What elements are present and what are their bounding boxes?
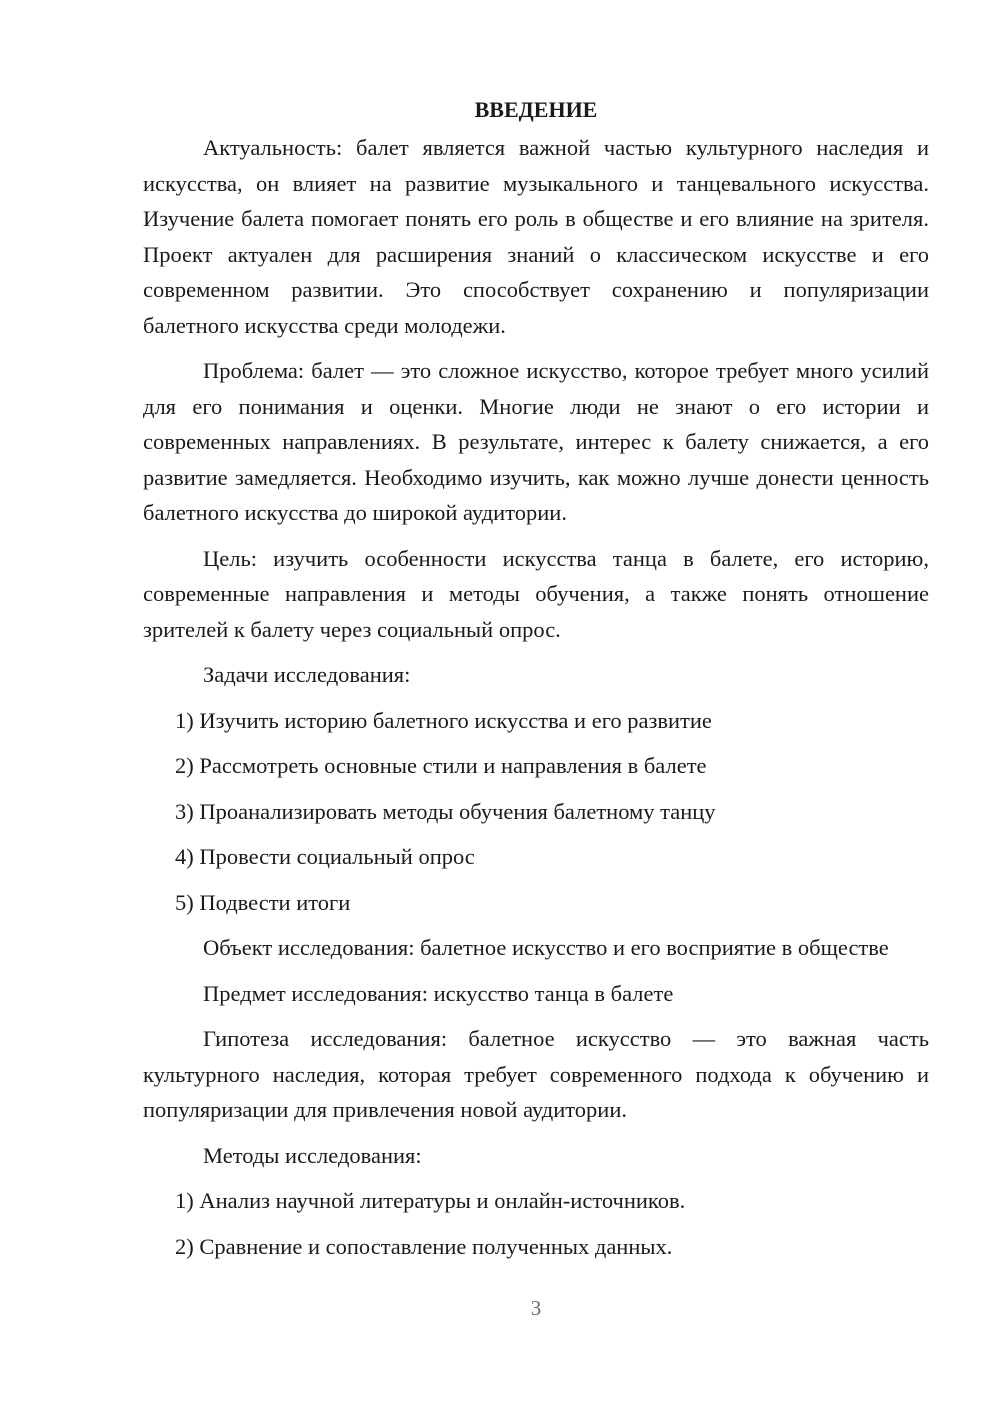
document-page [143, 92, 929, 1274]
list-item: 3) Проанализировать методы обучения балетному танцу [175, 798, 716, 824]
methods-list [143, 1183, 929, 1264]
relevance-paragraph: Актуальность: балет является важной частью культурного наследия и искусства, он влияет на развитие музыкального и танцевального искусства. Изучение балета помогает понять его роль в обществе и его влияние на зрителя. Проект актуален для расширения знаний о классическом искусстве и его современном развитии. Это способствует сохранению и популяризации балетного искусства среди молодежи. [143, 135, 929, 338]
page-number: 3 [530, 1296, 542, 1320]
list-item: 1) Изучить историю балетного искусства и его развитие [175, 707, 712, 733]
tasks-list [143, 703, 929, 921]
list-item: 5) Подвести итоги [175, 889, 351, 915]
goal-paragraph: Цель: изучить особенности искусства танца в балете, его историю, современные направления и методы обучения, а также понять отношение зрителей к балету через социальный опрос. [143, 545, 929, 642]
list-item: 2) Рассмотреть основные стили и направления в балете [175, 753, 707, 778]
methods-heading: Методы исследования: [203, 1142, 422, 1168]
list-item: 1) Анализ научной литературы и онлайн-источников. [175, 1188, 686, 1213]
list-item: 4) Провести социальный опрос [175, 844, 475, 869]
list-item: 2) Сравнение и сопоставление полученных данных. [175, 1233, 673, 1259]
problem-paragraph: Проблема: балет — это сложное искусство, которое требует много усилий для его понимания и оценки. Многие люди не знают о его истории и современных направлениях. В результате, интерес к балету снижается, а его развитие замедляется. Необходимо изучить, как можно лучше донести ценность балетного искусства до широкой аудитории. [143, 358, 929, 525]
subject-paragraph: Предмет исследования: искусство танца в балете [203, 980, 674, 1006]
object-paragraph: Объект исследования: балетное искусство и его восприятие в обществе [203, 935, 889, 960]
page-title: ВВЕДЕНИЕ [474, 97, 598, 122]
tasks-heading: Задачи исследования: [203, 662, 411, 687]
hypothesis-paragraph: Гипотеза исследования: балетное искусство — это важная часть культурного наследия, которая требует современного подхода к обучению и популяризации для привлечения новой аудитории. [143, 1026, 929, 1122]
